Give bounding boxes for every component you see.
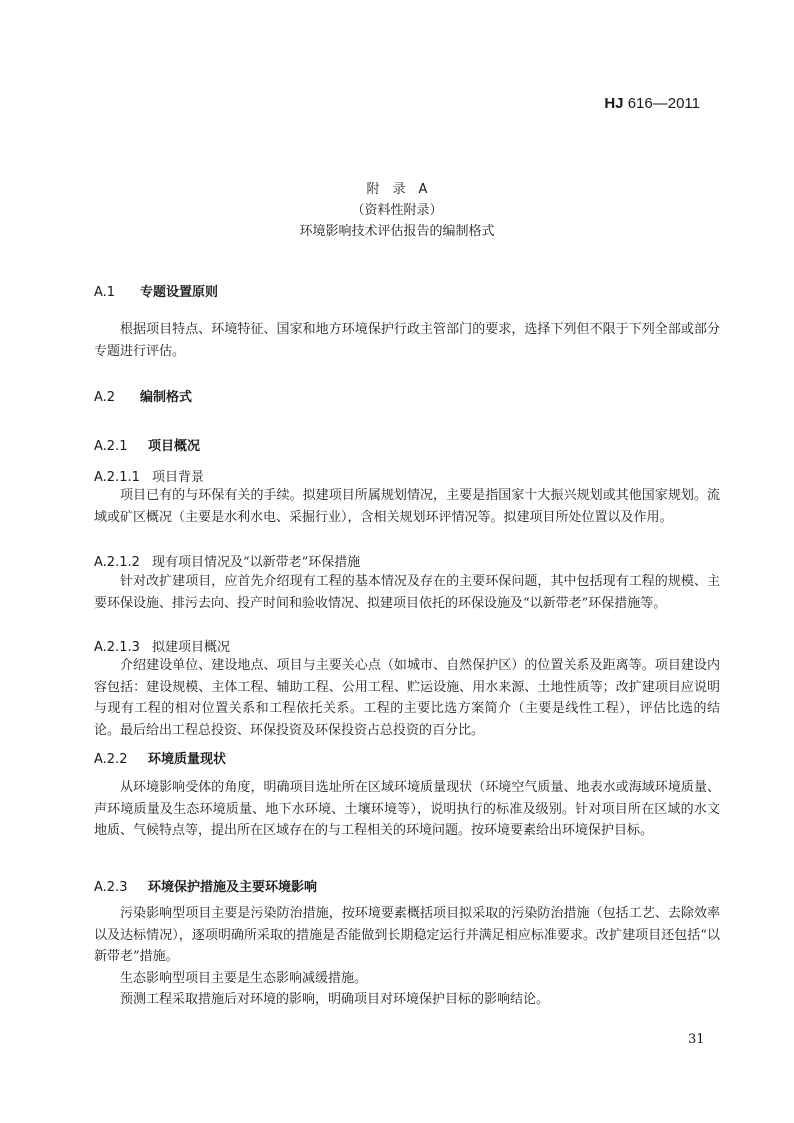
- std-number: 616—2011: [627, 95, 700, 112]
- paragraph-a1: [94, 319, 720, 362]
- section-title: 环境质量现状: [148, 752, 227, 767]
- page-number: 31: [688, 1032, 705, 1047]
- paragraph-text: 介绍建设单位、建设地点、项目与主要关心点（如城市、自然保护区）的位置关系及距离等。项目建设内容包括：建设规模、主体工程、辅助工程、公用工程、贮运设施、用水来源、土地性质等；改扩建项目应说明与现有工程的相对位置关系和工程依托关系。工程的主要比选方案简介（主要是线性工程），评估比选的结论。最后给出工程总投资、环保投资及环保投资占总投资的百分比。: [94, 658, 720, 738]
- paragraph-text: 预测工程采取措施后对环境的影响，明确项目对环境保护目标的影响结论。: [120, 992, 550, 1007]
- section-title: 专题设置原则: [140, 285, 219, 300]
- section-heading-a211: [94, 466, 204, 485]
- paragraph-text: 生态影响型项目主要是生态影响减缓措施。: [120, 970, 368, 986]
- paragraph-text: 根据项目特点、环境特征、国家和地方环境保护行政主管部门的要求，选择下列但不限于下列全部或部分专题进行评估。: [94, 322, 720, 359]
- paragraph-a212: [94, 571, 720, 614]
- section-title: 项目概况: [148, 439, 201, 454]
- section-heading-a21: [94, 435, 200, 454]
- std-code: HJ: [604, 95, 624, 112]
- section-number: A.1: [94, 285, 116, 300]
- section-number: A.2.1.1: [94, 470, 140, 485]
- paragraph-a211: [94, 485, 720, 528]
- section-number: A.2.1.2: [94, 555, 140, 570]
- paragraph-a213: [94, 655, 720, 741]
- section-number: A.2.2: [94, 752, 128, 767]
- paragraph-text: 项目已有的与环保有关的手续。拟建项目所属规划情况，主要是指国家十大振兴规划或其他国家规划。流域或矿区概况（主要是水利水电、采掘行业），含相关规划环评情况等。拟建项目所处位置以及作用。: [94, 488, 720, 525]
- appendix-type: （资料性附录）: [351, 203, 443, 218]
- standard-code: [604, 95, 700, 112]
- paragraph-text: 从环境影响受体的角度，明确项目选址所在区域环境质量现状（环境空气质量、地表水或海域环境质量、声环境质量及生态环境质量、地下水环境、土壤环境等），说明执行的标准及级别。针对项目所在区域的水文地质、气候特点等，提出所在区域存在的与工程相关的环境问题。按环境要素给出环境保护目标。: [94, 780, 720, 838]
- section-title: 环境保护措施及主要环境影响: [148, 880, 318, 895]
- paragraph-a23: [94, 903, 720, 1011]
- section-heading-a23: [94, 876, 317, 895]
- section-heading-a1: [94, 281, 218, 300]
- section-heading-a22: [94, 748, 226, 767]
- appendix-label: 附 录 A: [366, 182, 428, 197]
- section-heading-a213: [94, 636, 230, 655]
- section-heading-a2: [94, 386, 192, 405]
- paragraph-a22: [94, 777, 720, 842]
- section-number: A.2.1.3: [94, 640, 140, 655]
- section-heading-a212: [94, 551, 360, 570]
- section-number: A.2.3: [94, 880, 128, 895]
- appendix-title: 环境影响技术评估报告的编制格式: [299, 224, 495, 239]
- section-title: 编制格式: [140, 390, 193, 405]
- paragraph-text: 污染影响型项目主要是污染防治措施，按环境要素概括项目拟采取的污染防治措施（包括工艺、去除效率以及达标情况），逐项明确所采取的措施是否能做到长期稳定运行并满足相应标准要求。改扩建项目还包括“以新带老”措施。: [94, 906, 720, 964]
- section-title: 现有项目情况及“以新带老”环保措施: [152, 555, 361, 570]
- section-title: 拟建项目概况: [152, 640, 231, 655]
- section-number: A.2.1: [94, 439, 128, 454]
- section-title: 项目背景: [152, 470, 205, 485]
- paragraph-text: 针对改扩建项目，应首先介绍现有工程的基本情况及存在的主要环保问题，其中包括现有工程的规模、主要环保设施、排污去向、投产时间和验收情况、拟建项目依托的环保设施及“以新带老”环保措施等。: [94, 574, 720, 611]
- section-number: A.2: [94, 390, 116, 405]
